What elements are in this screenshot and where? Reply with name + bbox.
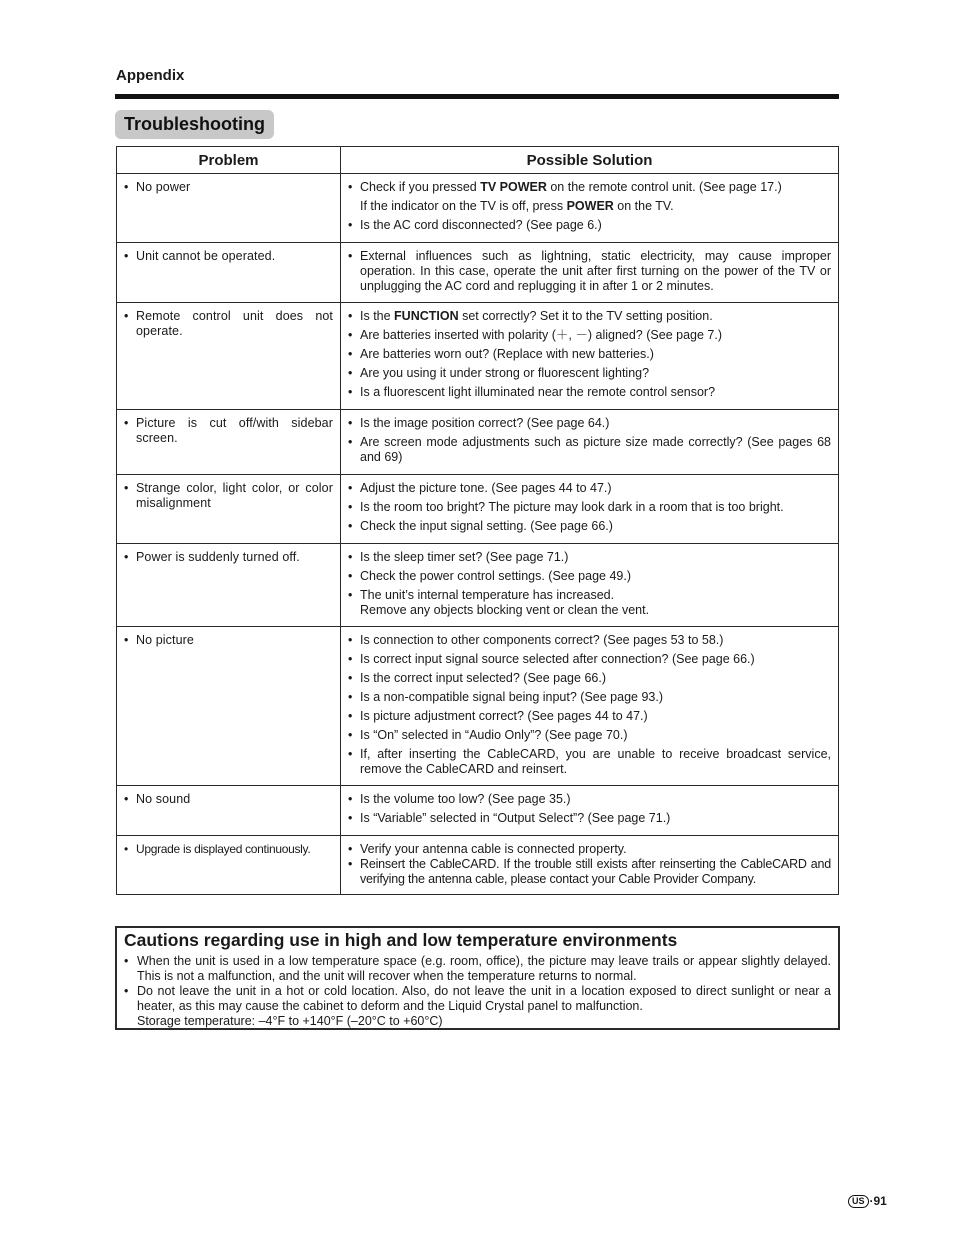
problem-text: • No power bbox=[123, 180, 333, 195]
solution-item: • Are screen mode adjustments such as picture size made correctly? (See pages 68 and 69) bbox=[347, 435, 831, 465]
problem-cell bbox=[117, 544, 341, 627]
caution-item: • Do not leave the unit in a hot or cold location. Also, do not leave the unit in a location exposed to direct sunlight or near a heater, as this may cause the cabinet to deform and the Liquid Crystal panel to malfunction. bbox=[124, 984, 831, 1014]
problem-header: Problem bbox=[117, 147, 341, 174]
solution-cell bbox=[341, 836, 839, 895]
solution-item: • Is “On” selected in “Audio Only”? (See page 70.) bbox=[347, 728, 831, 743]
solution-item: • Is the room too bright? The picture may look dark in a room that is too bright. bbox=[347, 500, 831, 515]
page-number: ·91 bbox=[869, 1194, 887, 1208]
solution-item: • Is the sleep timer set? (See page 71.) bbox=[347, 550, 831, 565]
problem-cell bbox=[117, 475, 341, 544]
problem-text: • Picture is cut off/with sidebar screen. bbox=[123, 416, 333, 446]
solution-item: • External influences such as lightning, static electricity, may cause improper operation. In this case, operate the unit after first turning on the power of the TV or unplugging the AC cord and replugging it in after 1 or 2 minutes. bbox=[347, 249, 831, 294]
solution-item: • Adjust the picture tone. (See pages 44 to 47.) bbox=[347, 481, 831, 496]
solution-cell bbox=[341, 786, 839, 836]
section-title: Troubleshooting bbox=[115, 110, 274, 139]
problem-cell bbox=[117, 303, 341, 410]
solution-item: • Is the FUNCTION set correctly? Set it to the TV setting position. bbox=[347, 309, 831, 324]
solution-item: • Are batteries worn out? (Replace with new batteries.) bbox=[347, 347, 831, 362]
table-row bbox=[117, 410, 839, 475]
problem-cell bbox=[117, 243, 341, 303]
table-row bbox=[117, 243, 839, 303]
solution-item: • Is a non-compatible signal being input? (See page 93.) bbox=[347, 690, 831, 705]
solution-item: • Is correct input signal source selected after connection? (See page 66.) bbox=[347, 652, 831, 667]
cautions-title: Cautions regarding use in high and low temperature environments bbox=[124, 930, 678, 950]
solution-cell bbox=[341, 475, 839, 544]
problem-cell bbox=[117, 174, 341, 243]
cautions-box bbox=[115, 926, 840, 1030]
table-row bbox=[117, 174, 839, 243]
problem-cell bbox=[117, 627, 341, 786]
solution-item: If the indicator on the TV is off, press POWER on the TV. bbox=[360, 199, 674, 213]
caution-item: • When the unit is used in a low temperature space (e.g. room, office), the picture may leave trails or appear slightly delayed. This is not a malfunction, and the unit will recover when the temperature returns to normal. bbox=[124, 954, 831, 984]
problem-text: • Strange color, light color, or color misalignment bbox=[123, 481, 333, 511]
solution-item: • Is the image position correct? (See page 64.) bbox=[347, 416, 831, 431]
top-rule bbox=[115, 94, 839, 99]
solution-item: • Is the volume too low? (See page 35.) bbox=[347, 792, 831, 807]
solution-item: • Is connection to other components correct? (See pages 53 to 58.) bbox=[347, 633, 831, 648]
solution-item: • Is picture adjustment correct? (See pages 44 to 47.) bbox=[347, 709, 831, 724]
problem-text: • No sound bbox=[123, 792, 333, 807]
appendix-label: Appendix bbox=[116, 67, 185, 84]
solution-item: • Check the input signal setting. (See page 66.) bbox=[347, 519, 831, 534]
solution-item: • Check the power control settings. (See page 49.) bbox=[347, 569, 831, 584]
solution-item: • Are you using it under strong or fluorescent lighting? bbox=[347, 366, 831, 381]
table-row bbox=[117, 475, 839, 544]
page-footer bbox=[848, 1194, 887, 1208]
solution-item: • Are batteries inserted with polarity (＋, －) aligned? (See page 7.) bbox=[347, 328, 831, 343]
solution-cell bbox=[341, 303, 839, 410]
solution-cell bbox=[341, 174, 839, 243]
solution-item: • Check if you pressed TV POWER on the remote control unit. (See page 17.) bbox=[347, 180, 831, 195]
troubleshooting-table bbox=[116, 146, 839, 895]
solution-header: Possible Solution bbox=[341, 147, 839, 174]
solution-cell bbox=[341, 627, 839, 786]
solution-cell bbox=[341, 544, 839, 627]
us-region-badge: US bbox=[848, 1195, 869, 1208]
table-row bbox=[117, 786, 839, 836]
solution-item: • Is the AC cord disconnected? (See page 6.) bbox=[347, 218, 831, 233]
solution-item: • Reinsert the CableCARD. If the trouble still exists after reinserting the CableCARD and verifying the antenna cable, please contact your Cable Provider Company. bbox=[347, 857, 831, 887]
problem-text: • Unit cannot be operated. bbox=[123, 249, 333, 264]
table-row bbox=[117, 627, 839, 786]
problem-cell bbox=[117, 836, 341, 895]
solution-item: • Verify your antenna cable is connected property. bbox=[347, 842, 831, 857]
caution-storage: Storage temperature: –4°F to +140°F (–20°C to +60°C) bbox=[137, 1014, 443, 1028]
table-row bbox=[117, 303, 839, 410]
table-header-row bbox=[117, 147, 839, 174]
problem-cell bbox=[117, 786, 341, 836]
solution-item: • Is “Variable” selected in “Output Select”? (See page 71.) bbox=[347, 811, 831, 826]
problem-text: • Remote control unit does not operate. bbox=[123, 309, 333, 339]
solution-item: • The unit’s internal temperature has increased. Remove any objects blocking vent or clean the vent. bbox=[347, 588, 831, 618]
solution-cell bbox=[341, 243, 839, 303]
problem-text: • No picture bbox=[123, 633, 333, 648]
problem-text: • Power is suddenly turned off. bbox=[123, 550, 333, 565]
solution-item: • Is a fluorescent light illuminated near the remote control sensor? bbox=[347, 385, 831, 400]
solution-cell bbox=[341, 410, 839, 475]
table-row bbox=[117, 544, 839, 627]
solution-item: • Is the correct input selected? (See page 66.) bbox=[347, 671, 831, 686]
table-row bbox=[117, 836, 839, 895]
problem-cell bbox=[117, 410, 341, 475]
solution-item: • If, after inserting the CableCARD, you are unable to receive broadcast service, remove the CableCARD and reinsert. bbox=[347, 747, 831, 777]
problem-text: • Upgrade is displayed continuously. bbox=[123, 842, 333, 857]
